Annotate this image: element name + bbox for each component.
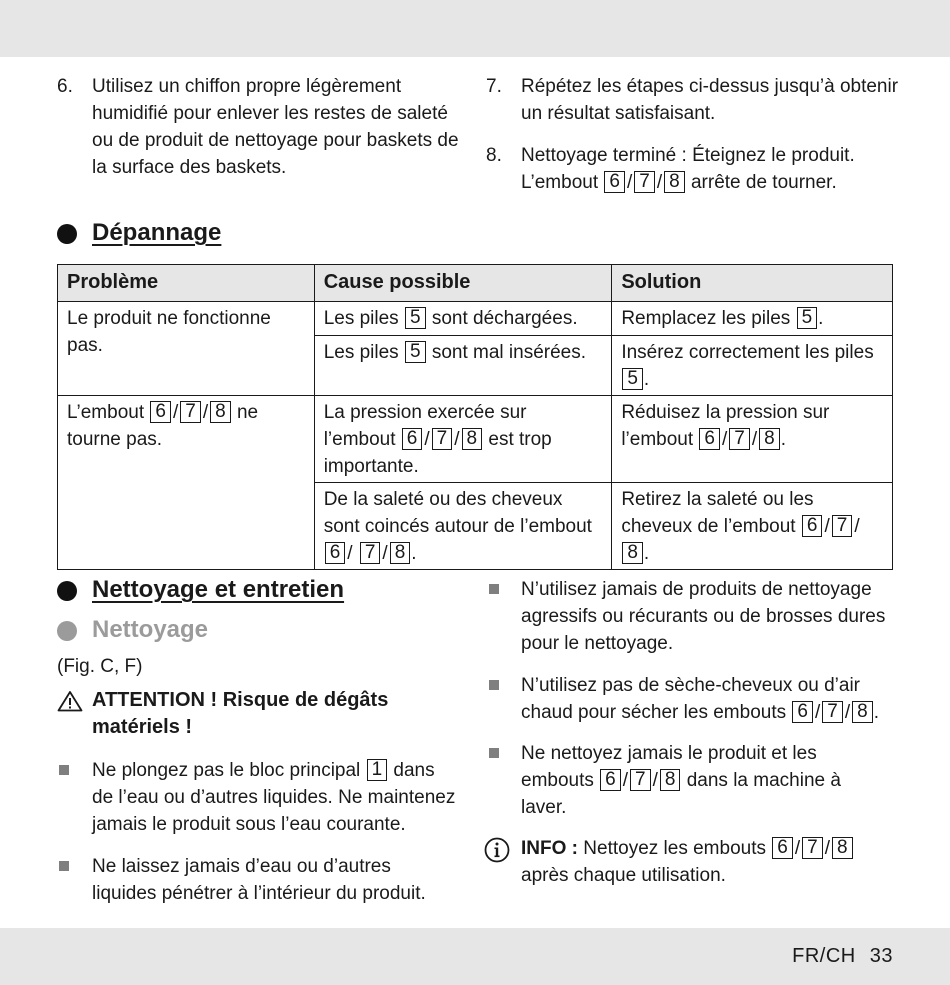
ref-box-7: 7: [432, 428, 453, 450]
ref-box-7: 7: [832, 515, 853, 537]
slash: /: [824, 838, 830, 859]
slash: /: [626, 172, 633, 193]
text: La pression exercée sur l’embout: [323, 402, 527, 450]
text: Réduisez la pression sur l’embout: [621, 402, 830, 450]
text: .: [643, 543, 650, 564]
ref-box-6: 6: [604, 171, 625, 193]
ref-box-7: 7: [360, 542, 381, 564]
ref-box-8: 8: [852, 701, 873, 723]
bullet-line: jamais le produit sous l’eau courante.: [92, 814, 406, 835]
bullet-line: pour le nettoyage.: [521, 633, 674, 654]
step-text-line: [521, 169, 911, 196]
step-text-line: un résultat satisfaisant.: [521, 103, 716, 124]
text: L’embout: [67, 402, 145, 423]
slash: /: [652, 770, 658, 791]
text: ne tourne pas.: [67, 402, 259, 450]
ref-box-6: 6: [792, 701, 813, 723]
slash: /: [424, 429, 430, 450]
text: embouts: [521, 770, 594, 791]
slash: /: [202, 402, 209, 423]
bullet-line: de l’eau ou d’autres liquides. Ne maintenez: [92, 787, 456, 808]
section-title-depannage: Dépannage: [92, 219, 222, 246]
text: .: [780, 429, 786, 450]
cause-cell: [314, 336, 612, 396]
ref-box-8: 8: [390, 542, 411, 564]
ref-box-5: 5: [797, 307, 818, 329]
step-text-line: la surface des baskets.: [92, 157, 287, 178]
bullet-line: agressifs ou récurants ou de brosses dures: [521, 606, 886, 627]
text: Retirez la saleté ou les cheveux de l’embout: [621, 489, 814, 537]
table-row: [58, 396, 893, 483]
bullet-item: [521, 672, 911, 726]
problem-cell: [58, 396, 315, 570]
header-problem: Problème: [58, 265, 315, 302]
attention-heading: [92, 687, 388, 741]
text: arrête de tourner.: [690, 172, 837, 193]
text: Les piles: [323, 308, 399, 329]
ref-box-7: 7: [822, 701, 843, 723]
step-number: 7.: [486, 76, 502, 97]
step-number: 8.: [486, 145, 502, 166]
attention-line: ATTENTION ! Risque de dégâts: [92, 689, 389, 711]
page-number: 33: [869, 945, 893, 967]
text: Insérez correctement les piles: [621, 342, 874, 363]
page-footer: [792, 943, 893, 970]
step-text-line: humidifié pour enlever les restes de saleté: [92, 103, 448, 124]
solution-cell: [612, 483, 893, 570]
slash: /: [172, 402, 179, 423]
ref-box-8: 8: [759, 428, 780, 450]
text: .: [411, 543, 417, 564]
step-text-line: Nettoyage terminé : Éteignez le produit.: [521, 145, 855, 166]
ref-box-7: 7: [180, 401, 201, 423]
bullet-line: [92, 757, 472, 784]
header-cause: Cause possible: [314, 265, 612, 302]
problem-cell: Le produit ne fonctionne pas.: [58, 302, 315, 396]
solution-cell: [612, 302, 893, 336]
ref-box-5: 5: [405, 307, 426, 329]
slash: /: [824, 516, 830, 537]
text: Nettoyez les embouts: [583, 838, 766, 859]
ref-box-8: 8: [210, 401, 231, 423]
info-label: INFO :: [521, 838, 578, 859]
text: Ne plongez pas le bloc principal: [92, 760, 361, 781]
text: Remplacez les piles: [621, 308, 791, 329]
bullet-item: [92, 853, 472, 907]
text: dans: [393, 760, 435, 781]
ref-box-7: 7: [802, 837, 823, 859]
table-row: [58, 302, 893, 336]
square-bullet-icon: [59, 861, 69, 871]
header-bar: [0, 0, 950, 57]
cause-cell: [314, 396, 612, 483]
square-bullet-icon: [59, 765, 69, 775]
solution-cell: [612, 336, 893, 396]
text: .: [818, 308, 824, 329]
ref-box-5: 5: [622, 368, 643, 390]
ref-box-6: 6: [699, 428, 720, 450]
text: sont déchargées.: [431, 308, 578, 329]
ref-box-1: 1: [367, 759, 388, 781]
header-solution: Solution: [612, 265, 893, 302]
ref-box-7: 7: [634, 171, 655, 193]
ref-box-8: 8: [462, 428, 483, 450]
troubleshooting-table: [57, 264, 893, 570]
bullet-line: N’utilisez jamais de produits de nettoyage: [521, 579, 872, 600]
ref-box-6: 6: [402, 428, 423, 450]
attention-line: matériels !: [92, 716, 193, 738]
section-title-cleaning: Nettoyage et entretien: [92, 576, 345, 603]
bullet-item: [521, 576, 901, 657]
info-line: après chaque utilisation.: [521, 865, 726, 886]
bullet-dot-icon: [57, 621, 77, 641]
cause-cell: [314, 302, 612, 336]
text: .: [873, 702, 879, 723]
ref-box-8: 8: [832, 837, 853, 859]
text: L’embout: [521, 172, 599, 193]
text: est trop importante.: [323, 429, 552, 477]
text: De la saleté ou des cheveux sont coincés autour de l’embout: [323, 489, 592, 537]
ref-box-6: 6: [150, 401, 171, 423]
step-text-line: ou de produit de nettoyage pour baskets de: [92, 130, 459, 151]
step-text-line: Répétez les étapes ci-dessus jusqu’à obtenir: [521, 76, 899, 97]
slash: /: [794, 838, 801, 859]
slash: /: [722, 429, 728, 450]
ref-box-6: 6: [802, 515, 823, 537]
bullet-item: [521, 740, 911, 821]
square-bullet-icon: [489, 584, 499, 594]
bullet-line: laver.: [521, 797, 567, 818]
slash: /: [454, 429, 460, 450]
bullet-line: [521, 767, 911, 794]
cause-cell: [314, 483, 612, 570]
ref-box-6: 6: [325, 542, 346, 564]
text: dans la machine à: [686, 770, 841, 791]
bullet-line: Ne nettoyez jamais le produit et les: [521, 743, 817, 764]
bullet-item: [92, 757, 472, 838]
solution-cell: [612, 396, 893, 483]
ref-box-7: 7: [630, 769, 651, 791]
info-note: [521, 835, 911, 889]
ref-box-8: 8: [622, 542, 643, 564]
step-number: 6.: [57, 76, 73, 97]
locale-label: FR/CH: [792, 945, 856, 967]
info-line: [521, 835, 911, 862]
slash: /: [814, 702, 821, 723]
bullet-line: liquides pénétrer à l’intérieur du produit.: [92, 883, 426, 904]
bullet-line: [521, 699, 911, 726]
slash: /: [382, 543, 388, 564]
text: Les piles: [323, 342, 399, 363]
slash: /: [622, 770, 629, 791]
slash: /: [844, 702, 851, 723]
bullet-dot-icon: [57, 224, 77, 244]
ref-box-7: 7: [729, 428, 750, 450]
ref-box-6: 6: [600, 769, 621, 791]
slash: /: [347, 543, 353, 564]
ref-box-6: 6: [772, 837, 793, 859]
bullet-line: Ne laissez jamais d’eau ou d’autres: [92, 856, 391, 877]
ref-box-8: 8: [660, 769, 681, 791]
subsection-title-nettoyage: Nettoyage: [92, 616, 209, 643]
slash: /: [751, 429, 758, 450]
table-header-row: [58, 265, 893, 302]
bullet-dot-icon: [57, 581, 77, 601]
text: sont mal insérées.: [431, 342, 587, 363]
figure-ref: (Fig. C, F): [57, 656, 143, 677]
step-text-line: Utilisez un chiffon propre légèrement: [92, 76, 402, 97]
square-bullet-icon: [489, 680, 499, 690]
info-icon: [484, 837, 510, 863]
text: .: [643, 369, 650, 390]
ref-box-5: 5: [405, 341, 426, 363]
slash: /: [854, 516, 860, 537]
bullet-line: N’utilisez pas de sèche-cheveux ou d’air: [521, 675, 861, 696]
warning-triangle-icon: [57, 690, 83, 712]
ref-box-8: 8: [664, 171, 685, 193]
text: chaud pour sécher les embouts: [521, 702, 787, 723]
square-bullet-icon: [489, 748, 499, 758]
slash: /: [656, 172, 663, 193]
